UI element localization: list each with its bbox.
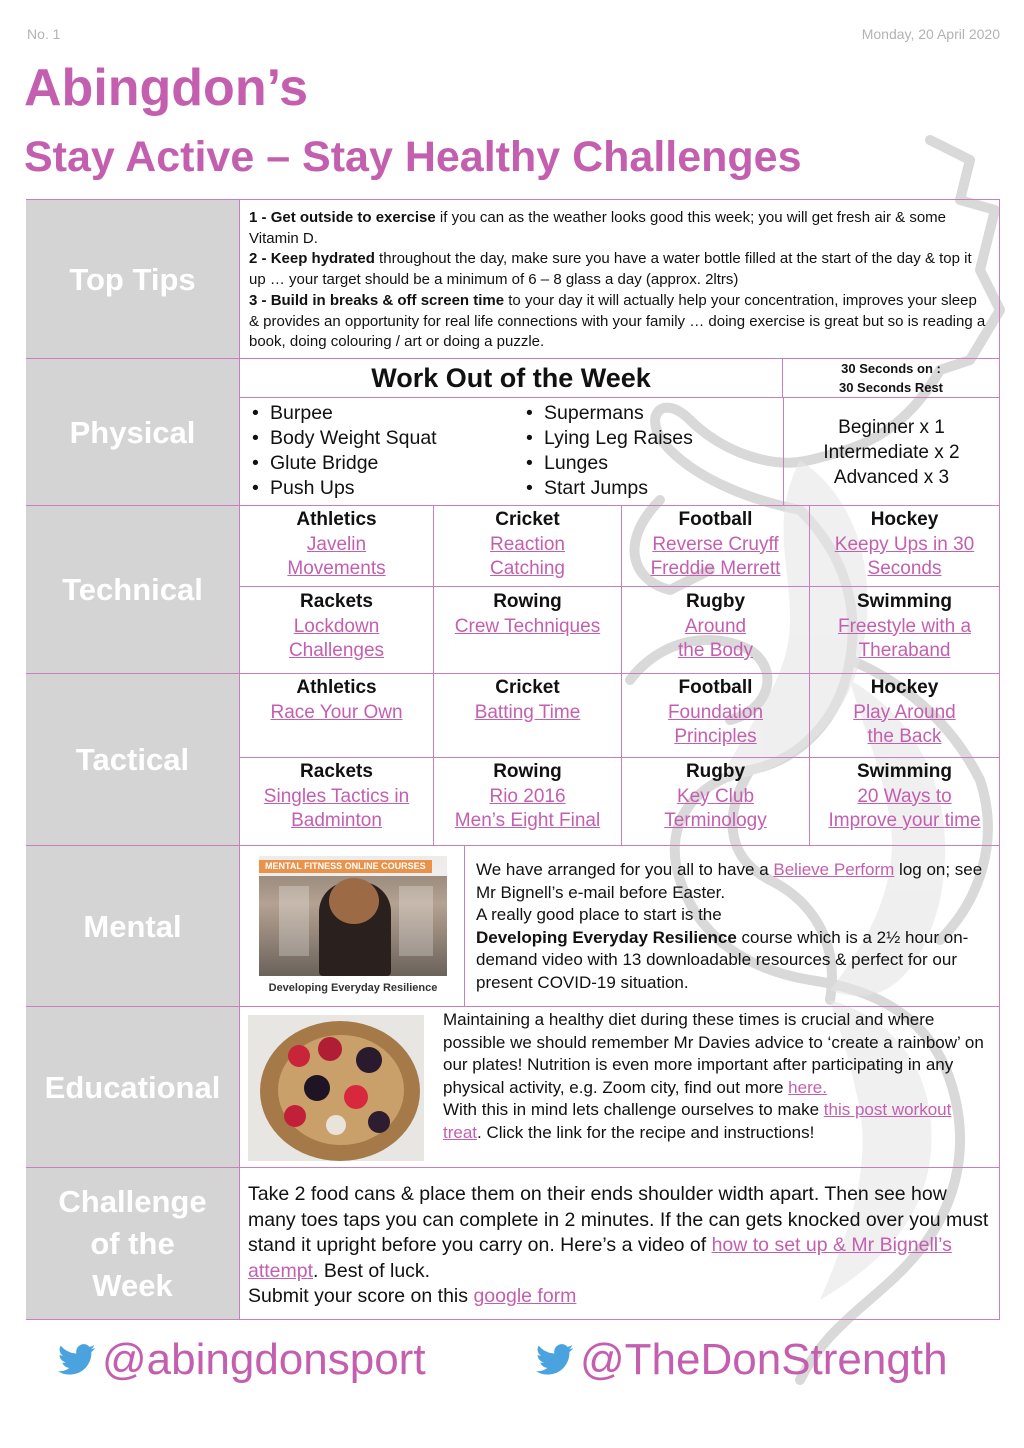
technical-link[interactable]: Reaction: [490, 533, 565, 555]
physical-content: [240, 359, 1000, 506]
mental-text-d: course which is a 2½ hour on-demand video with 13 downloadable resources & perfect for our present COVID-19 situation.: [476, 927, 969, 992]
workout-levels: [783, 398, 999, 506]
exercise-item: • Push Ups: [240, 476, 437, 501]
tip-3-number: 3 -: [249, 291, 271, 309]
top-tips-content: [240, 200, 1000, 359]
tactical-link[interactable]: Key Club: [676, 785, 755, 807]
exercise-item: • Burpee: [240, 401, 437, 426]
sport-name: Swimming: [856, 591, 952, 612]
challenge-text-c: Submit your score on this: [248, 1285, 474, 1307]
technical-link[interactable]: Reverse Cruyff: [652, 533, 779, 555]
tactical-link[interactable]: Principles: [674, 726, 757, 747]
sport-name: Rowing: [493, 591, 562, 612]
tactical-cell-cricket: [434, 676, 621, 725]
issue-number: No. 1: [27, 26, 61, 42]
interval-on: 30 Seconds on :: [841, 361, 941, 376]
level-beginner: Beginner x 1: [838, 416, 945, 438]
tip-1-heading: Get outside to exercise: [270, 209, 436, 226]
challenges-table: [26, 199, 1000, 1319]
tactical-cell-hockey: [810, 676, 999, 750]
row-educational: [26, 1006, 1000, 1168]
mental-text-b: log on; see Mr Bignell’s e-mail before Easter.: [476, 860, 983, 902]
tip-2-heading: Keep hydrated: [270, 250, 375, 268]
twitter-bird-icon: [536, 1344, 574, 1376]
tactical-cell-rowing: [434, 760, 621, 834]
challenge-text-b: . Best of luck.: [313, 1259, 431, 1282]
tactical-cell-football: [622, 676, 809, 750]
mental-text-a: We have arranged for you all to have a: [476, 860, 774, 879]
row-label-top-tips: Top Tips: [26, 200, 240, 359]
mental-course-image[interactable]: [259, 856, 447, 976]
mental-image-banner: MENTAL FITNESS ONLINE COURSES: [259, 860, 432, 873]
technical-link[interactable]: Keepy Ups in 30: [834, 533, 975, 555]
interval-rest: 30 Seconds Rest: [838, 380, 944, 395]
row-technical: [26, 505, 1000, 674]
sport-name: Rugby: [685, 591, 746, 612]
technical-cell-hockey: [810, 508, 999, 582]
row-top-tips: [26, 199, 1000, 359]
exercise-item: • Lying Leg Raises: [514, 426, 693, 451]
cell-divider: [240, 586, 999, 587]
believe-perform-link[interactable]: Believe Perform: [773, 860, 895, 879]
tip-1-number: 1 -: [249, 209, 271, 226]
challenge-paragraph-2: [248, 1284, 989, 1310]
technical-link[interactable]: Movements: [287, 558, 386, 579]
technical-link[interactable]: Freestyle with a: [837, 615, 972, 637]
challenge-video-link[interactable]: how to set up & Mr Bignell’s attempt: [248, 1234, 952, 1282]
exercise-item: • Lunges: [514, 451, 693, 476]
workout-title: Work Out of the Week: [240, 359, 783, 398]
mental-paragraph-2: A really good place to start is the: [476, 905, 722, 925]
tactical-grid: [240, 674, 1000, 846]
exercise-item: • Start Jumps: [514, 476, 693, 501]
tip-3-heading: Build in breaks & off screen time: [270, 291, 505, 309]
row-label-tactical: Tactical: [26, 674, 240, 846]
sport-name: Rackets: [300, 591, 373, 612]
technical-link[interactable]: Challenges: [288, 640, 385, 661]
twitter-handle-abingdonsport[interactable]: [58, 1335, 426, 1385]
technical-link[interactable]: Javelin: [306, 533, 367, 555]
tactical-link[interactable]: 20 Ways to: [857, 785, 952, 807]
tip-2: [249, 249, 989, 290]
tactical-link[interactable]: Play Around: [853, 701, 956, 723]
mental-image-cell: [240, 846, 465, 1007]
row-label-technical: Technical: [26, 506, 240, 674]
educational-paragraph-1: [443, 1009, 991, 1099]
course-name: Developing Everyday Resilience: [476, 927, 737, 947]
sport-name: Rowing: [493, 761, 562, 782]
challenge-content: [240, 1168, 1000, 1319]
level-intermediate: Intermediate x 2: [823, 441, 960, 463]
technical-cell-rackets: [240, 590, 433, 664]
nutrition-here-link[interactable]: here.: [788, 1077, 827, 1097]
educational-text-a: Maintaining a healthy diet during these times is crucial and where possible we should remember Mr Davies advice to ‘create a rainbow’ on our plates! Nutrition is even more important after participating in any physical activity, e.g. Zoom city, find out more: [443, 1010, 984, 1097]
row-tactical: [26, 673, 1000, 846]
tactical-cell-rugby: [622, 760, 809, 834]
twitter-bird-icon: [58, 1344, 96, 1376]
sport-name: Swimming: [856, 761, 952, 782]
row-challenge: [26, 1167, 1000, 1320]
technical-link[interactable]: the Body: [678, 640, 753, 661]
tactical-link[interactable]: Foundation: [667, 701, 764, 723]
row-label-physical: Physical: [26, 359, 240, 506]
exercise-list-2: [514, 401, 693, 501]
page-subtitle: Stay Active – Stay Healthy Challenges: [24, 133, 802, 181]
mental-paragraph-1: [476, 859, 989, 904]
technical-link[interactable]: Lockdown: [293, 615, 380, 637]
tip-1: [249, 208, 989, 249]
handle-text-2: @TheDonStrength: [580, 1335, 948, 1384]
row-label-mental: Mental: [26, 846, 240, 1007]
educational-content: [240, 1007, 1000, 1168]
tip-2-number: 2 -: [249, 250, 271, 268]
tactical-link[interactable]: Badminton: [291, 810, 382, 831]
post-workout-treat-link[interactable]: this post workout treat: [443, 1100, 952, 1142]
tactical-link[interactable]: Rio 2016: [489, 785, 566, 807]
challenge-label-1: Challenge: [58, 1183, 207, 1219]
sport-name: Hockey: [870, 509, 939, 530]
technical-cell-football: [622, 508, 809, 582]
educational-paragraph-2: [443, 1099, 991, 1144]
exercise-item: • Supermans: [514, 401, 693, 426]
technical-grid: [240, 506, 1000, 674]
technical-link[interactable]: Freddie Merrett: [650, 558, 781, 579]
workout-interval: [783, 359, 999, 398]
sport-name: Football: [678, 509, 753, 530]
technical-cell-rugby: [622, 590, 809, 664]
tactical-cell-athletics: [240, 676, 433, 725]
tip-1-text: if you can as the weather looks good this week; you will get fresh air & some Vitamin D.: [249, 209, 947, 247]
exercise-item: • Body Weight Squat: [240, 426, 437, 451]
sport-name: Rugby: [685, 761, 746, 782]
sport-name: Athletics: [296, 509, 377, 530]
sport-name: Cricket: [495, 509, 560, 530]
level-advanced: Advanced x 3: [833, 466, 950, 488]
sport-name: Cricket: [495, 677, 560, 698]
tactical-cell-rackets: [240, 760, 433, 834]
technical-cell-swimming: [810, 590, 999, 664]
technical-link[interactable]: Around: [684, 615, 747, 637]
tactical-link[interactable]: the Back: [867, 726, 942, 747]
tip-3-text: to your day it will actually help your concentration, improves your sleep & provides an opportunity for real life connections with your family … doing exercise is great but so is reading a book, doing colouring / art or doing a puzzle.: [249, 291, 986, 351]
row-label-challenge: [26, 1168, 240, 1319]
google-form-link[interactable]: google form: [473, 1285, 577, 1307]
challenge-label-2: of the: [90, 1225, 175, 1261]
mental-image-caption: Developing Everyday Resilience: [268, 982, 438, 994]
mental-content: [240, 846, 1000, 1007]
handle-text-1: @abingdonsport: [102, 1335, 426, 1384]
challenge-text-a: Take 2 food cans & place them on their ends shoulder width apart. Then see how many toes taps you can complete in 2 minutes. If the can gets knocked over you must stand it upright before you carry on. Here’s a video of: [248, 1183, 989, 1256]
row-mental: [26, 845, 1000, 1007]
page-title: Abingdon’s: [24, 59, 309, 117]
sport-name: Hockey: [870, 677, 939, 698]
cell-divider: [240, 757, 999, 758]
technical-link[interactable]: Crew Techniques: [454, 615, 601, 637]
tactical-link[interactable]: Batting Time: [474, 701, 581, 723]
technical-link[interactable]: Catching: [490, 558, 565, 579]
technical-link[interactable]: Seconds: [867, 558, 942, 579]
tip-2-text: throughout the day, make sure you have a water bottle filled at the start of the day & top it up … your target should be a minimum of 6 – 8 glass a day (approx. 2ltrs): [249, 250, 972, 289]
tactical-link[interactable]: Men’s Eight Final: [454, 810, 601, 831]
twitter-handle-thedonstrength[interactable]: [536, 1335, 948, 1385]
tactical-link[interactable]: Race Your Own: [270, 701, 403, 723]
mental-text: [476, 859, 989, 995]
row-label-educational: Educational: [26, 1007, 240, 1168]
exercise-item: • Glute Bridge: [240, 451, 437, 476]
technical-link[interactable]: Theraband: [858, 640, 951, 661]
tactical-cell-swimming: [810, 760, 999, 834]
tactical-link[interactable]: Terminology: [664, 810, 767, 831]
educational-text-c: . Click the link for the recipe and instructions!: [477, 1122, 815, 1142]
sport-name: Football: [678, 677, 753, 698]
technical-cell-athletics: [240, 508, 433, 582]
educational-text-b: With this in mind lets challenge ourselves to make: [443, 1100, 824, 1120]
sport-name: Rackets: [300, 761, 373, 782]
sport-name: Athletics: [296, 677, 377, 698]
challenge-label-3: Week: [92, 1267, 173, 1303]
issue-date: Monday, 20 April 2020: [861, 26, 1000, 42]
mental-paragraph-3: [476, 927, 989, 995]
tactical-link[interactable]: Singles Tactics in: [263, 785, 410, 807]
technical-cell-cricket: [434, 508, 621, 582]
tip-3: [249, 291, 989, 353]
tactical-link[interactable]: Improve your time: [828, 810, 981, 831]
technical-cell-rowing: [434, 590, 621, 639]
exercise-list-1: [240, 401, 437, 501]
educational-text: [443, 1009, 991, 1145]
row-physical: [26, 358, 1000, 506]
educational-food-image[interactable]: [248, 1015, 424, 1161]
challenge-paragraph-1: [248, 1182, 989, 1284]
